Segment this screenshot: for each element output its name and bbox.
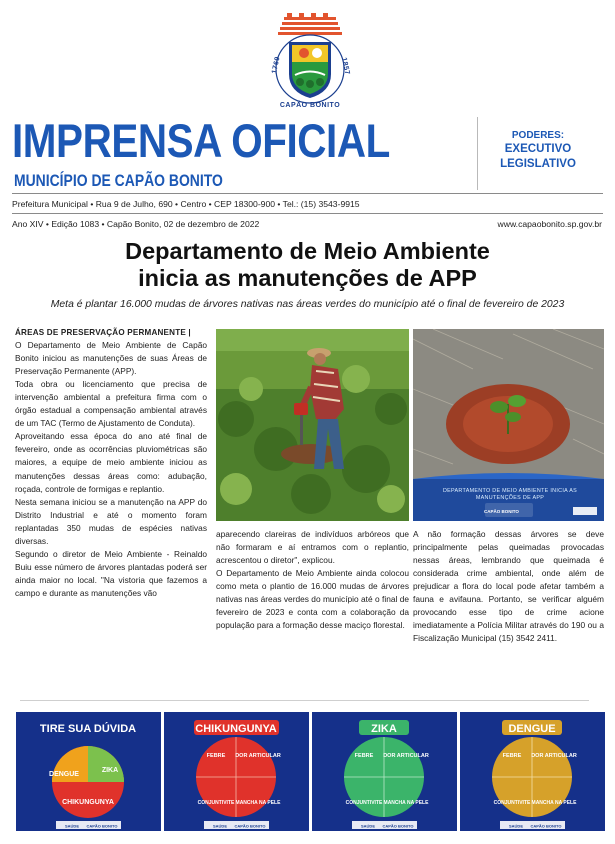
photo-worker-planting <box>216 329 409 521</box>
footer-city: CAPÃO BONITO <box>530 823 562 829</box>
publication-title: IMPRENSA OFICIAL <box>12 114 390 167</box>
article-column-1 <box>15 326 207 600</box>
poster-zika <box>312 712 457 831</box>
symptom-label: FEBRE <box>502 753 522 759</box>
rule <box>12 213 603 214</box>
rule <box>20 700 589 701</box>
masthead-divider <box>477 117 478 190</box>
power-legislative: LEGISLATIVO <box>500 158 576 170</box>
poster-title: CHIKUNGUNYA <box>195 723 277 735</box>
symptom-label: MANCHA NA PELE <box>383 800 429 806</box>
paragraph: O Departamento de Meio Ambiente ainda colocou como meta o plantio de 16.000 mudas de árvores nativas nas áreas verdes do município até o final de fevereiro de 2023 e conta com a colaboração da população para a formação desse maciço florestal. <box>216 568 409 631</box>
symptom-label: FEBRE <box>206 753 226 759</box>
poster-title: TIRE SUA DÚVIDA <box>39 723 137 735</box>
symptom-label: MANCHA NA PELE <box>235 800 281 806</box>
powers-label: PODERES: <box>511 130 565 141</box>
segment-label: DENGUE <box>49 771 79 778</box>
contact-address: Prefeitura Municipal • Rua 9 de Julho, 690 • Centro • CEP 18300-900 • Tel.: (15) 3543-9915 <box>12 199 360 209</box>
symptom-label: CONJUNTIVITE <box>345 800 383 806</box>
paragraph: Toda obra ou licenciamento que precisa de intervenção ambiental a prefeitura firma com o órgão estadual a compensação ambiental através de um TAC (Termo de Ajustamento de Conduta). <box>15 379 207 429</box>
paragraph: Nesta semana iniciou se a manutenção na APP do Distrito Industrial e até o momento foram replantadas 350 mudas de espécies nativas diversas. <box>15 496 207 546</box>
headline-line-2: inicia as manutenções de APP <box>138 265 477 291</box>
poster-title: ZIKA <box>371 723 397 735</box>
article-lead: Meta é plantar 16.000 mudas de árvores nativas nas áreas verdes do município até o final de fevereiro de 2023 <box>50 299 565 310</box>
symptom-label: DOR ARTICULAR <box>531 753 577 759</box>
symptom-label: DOR ARTICULAR <box>383 753 429 759</box>
caption-line-1: DEPARTAMENTO DE MEIO AMBIENTE INICIA AS <box>442 488 578 494</box>
paragraph: Segundo o diretor de Meio Ambiente - Reinaldo Buiu esse número de árvores plantadas poderá ser ainda maior no local. "Na vistoria que fazemos a campo e durante as manutenções vão <box>15 548 207 598</box>
segment-label: CHIKUNGUNYA <box>62 799 114 806</box>
paragraph: aparecendo clareiras de indivíduos arbóreos que não formaram e aí entramos com o replantio, acrescentou o diretor", explicou. <box>216 529 409 566</box>
paragraph: O Departamento de Meio Ambiente de Capão Bonito iniciou as manutenções de suas Áreas de Preservação Permanente (APP). <box>15 340 207 377</box>
footer-saude: SAÚDE <box>360 823 376 829</box>
footer-city: CAPÃO BONITO <box>86 823 118 829</box>
footer-city: CAPÃO BONITO <box>234 823 266 829</box>
paragraph: Aproveitando essa época do ano até final de fevereiro, onde as ocorrências pluviométricas são maiores, a equipe de meio ambiente iniciou as manutenções dessas áreas como: adubação, roçada, controle de formigas e replantio. <box>15 431 207 494</box>
article-column-2 <box>216 528 409 632</box>
edition-info: Ano XIV • Edição 1083 • Capão Bonito, 02 de dezembro de 2022 <box>12 219 260 229</box>
photo-caption <box>430 488 590 501</box>
power-executive: EXECUTIVO <box>504 143 572 155</box>
footer-saude: SAÚDE <box>64 823 80 829</box>
photo-tag: CAPÃO BONITO <box>484 509 519 514</box>
segment-label: ZIKA <box>101 767 119 774</box>
crest-year-right: 1857 <box>340 56 351 76</box>
headline-line-1: Departamento de Meio Ambiente <box>125 238 490 264</box>
poster-chikungunya <box>164 712 309 831</box>
city-crest-logo <box>262 12 358 110</box>
footer-saude: SAÚDE <box>508 823 524 829</box>
poster-title: DENGUE <box>508 723 556 735</box>
symptom-label: FEBRE <box>354 753 374 759</box>
website-link[interactable]: www.capaobonito.sp.gov.br <box>497 219 602 229</box>
section-heading: ÁREAS DE PRESERVAÇÃO PERMANENTE | <box>15 328 191 337</box>
symptom-label: MANCHA NA PELE <box>531 800 577 806</box>
paragraph: A não formação dessas árvores se deve principalmente pelas queimadas provocadas nessas áreas, lembrando que queimada é considerada crime ambiental, onde além de prejudicar a flora do local pode afetar também a fauna e avifauna. Portanto, se verificar alguém provocando esse tipo de crime acione imediatamente a Polícia Militar através do 190 ou a Fiscalização Municipal (15) 3542 2411. <box>413 529 604 644</box>
poster-tire-sua-duvida <box>16 712 161 831</box>
symptom-label: CONJUNTIVITE <box>493 800 531 806</box>
crest-city-name: CAPÃO BONITO <box>279 102 341 109</box>
powers-box <box>488 129 588 172</box>
article-column-3 <box>413 528 604 645</box>
symptom-label: CONJUNTIVITE <box>197 800 235 806</box>
caption-line-2: MANUTENÇÕES DE APP <box>475 494 545 501</box>
crest-year-left: 1769 <box>271 55 282 75</box>
footer-saude: SAÚDE <box>212 823 228 829</box>
symptom-label: DOR ARTICULAR <box>235 753 281 759</box>
poster-dengue <box>460 712 605 831</box>
footer-city: CAPÃO BONITO <box>382 823 414 829</box>
publication-subtitle: MUNICÍPIO DE CAPÃO BONITO <box>14 171 223 190</box>
rule <box>12 193 603 194</box>
article-headline <box>20 238 595 292</box>
